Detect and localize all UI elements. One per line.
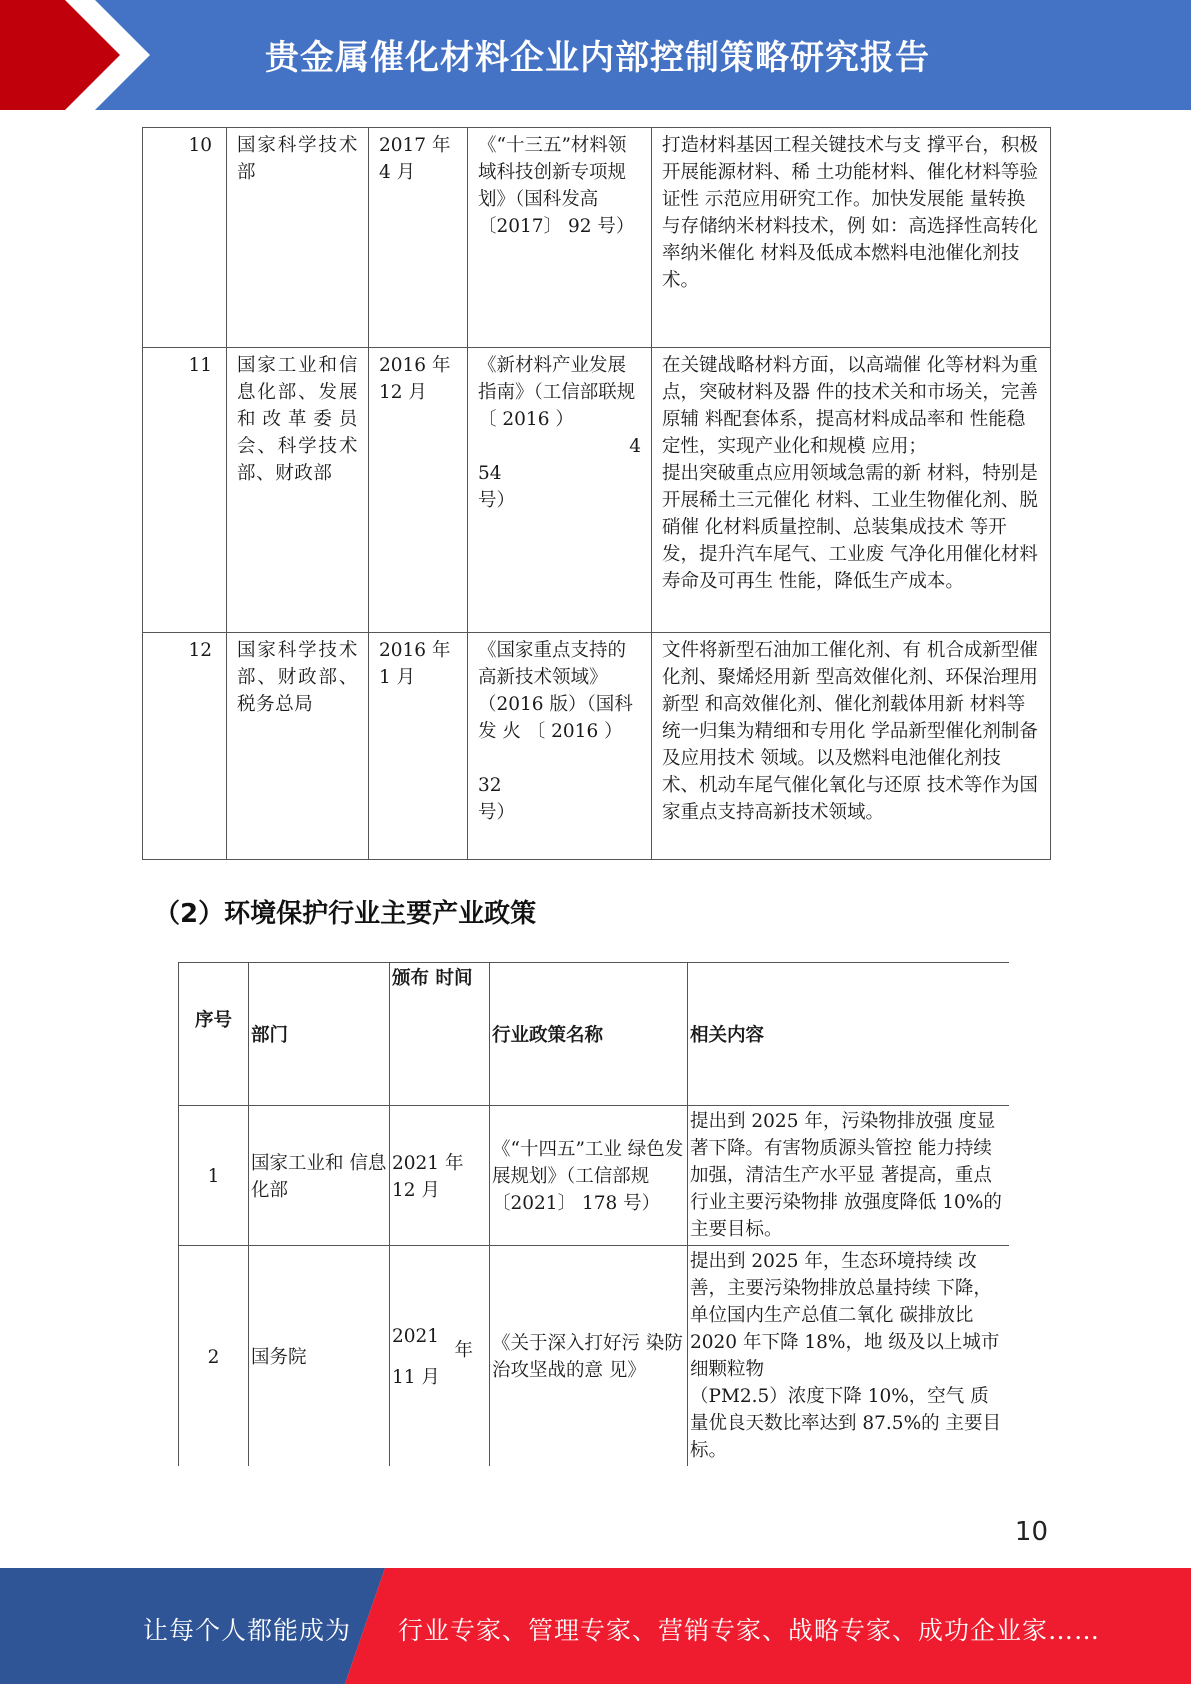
policy-name-cell: 《“十四五”工业 绿色发展规划》（工信部规〔2021〕 178 号） [490,1106,688,1246]
policy-name-line [478,745,641,772]
content-cell: 文件将新型石油加工催化剂、有 机合成新型催化剂、聚烯烃用新 型高效催化剂、环保治理用新型 和高效催化剂、催化剂载体用新 材料等统一归集为精细和专用化 学品新型催化剂制备及应用技术 领域。以及燃料电池催化剂技 术、机动车尾气催化氧化与还原 技术等作为国家重点支持高新技术领域。 [652,633,1051,860]
date-year-suffix: 年 [454,1340,473,1361]
row-number: 2 [179,1246,249,1467]
date-cell: 2017 年 4 月 [369,128,468,348]
policy-name-line: 《国家重点支持的高新技术领域》（2016 版）（国科发 火 〔 2016 ） [478,640,633,742]
header-chevron-decoration [0,0,300,110]
date-cell [390,1246,490,1467]
row-number: 10 [143,128,227,348]
section-heading: （2）环境保护行业主要产业政策 [154,899,537,929]
row-number: 1 [179,1106,249,1246]
header-date: 颁布 时间 [390,963,490,1106]
content-cell: 打造材料基因工程关键技术与支 撑平台，积极开展能源材料、稀 土功能材料、催化材料等验证性 示范应用研究工作。加快发展能 量转换与存储纳米材料技术，例 如：高选择性高转化率纳米催化 材料及低成本燃料电池催化剂技 术。 [652,128,1051,348]
policy-name-cell [468,348,652,633]
header-number-text: 序号 [194,1010,232,1031]
report-title: 贵金属催化材料企业内部控制策略研究报告 [265,38,930,78]
content-cell [652,348,1051,633]
header-content: 相关内容 [688,963,1009,1106]
environment-policy-table [178,962,1009,1466]
row-number: 11 [143,348,227,633]
material-policy-table [142,127,1051,860]
policy-name-line: 号） [478,802,516,823]
policy-name-cell: 《“十三五”材料领域科技创新专项规划》（国科发高〔2017〕 92 号） [468,128,652,348]
header-policy-name: 行业政策名称 [490,963,688,1106]
page-number: 10 [1014,1517,1048,1547]
header-department: 部门 [249,963,390,1106]
content-paragraph: （PM2.5）浓度下降 10%，空气 质量优良天数比率达到 87.5%的 主要目标。 [690,1386,1002,1461]
policy-name-line: 54 [478,463,502,484]
date-cell: 2016 年 12 月 [369,348,468,633]
row-number: 12 [143,633,227,860]
footer-slogan-right: 行业专家、管理专家、营销专家、战略专家、成功企业家…… [398,1616,1101,1645]
date-cell: 2021 年 12 月 [390,1106,490,1246]
content-paragraph: 在关键战略材料方面，以高端催 化等材料为重点，突破材料及器 件的技术关和市场关，完善原辅 料配套体系，提高材料成品率和 性能稳定性，实现产业化和规模 应用； [662,355,1038,457]
content-paragraph: 提出突破重点应用领域急需的新 材料，特别是开展稀土三元催化 材料、工业生物催化剂、脱硝催 化材料质量控制、总装集成技术 等开发，提升汽车尾气、工业废 气净化用催化材料寿命及可再生 性能，降低生产成本。 [662,463,1038,592]
department-cell: 国家工业和 信息化部 [249,1106,390,1246]
policy-name-line: 32 [478,775,502,796]
page-header [0,0,1191,110]
table-row [179,1106,1009,1246]
department-cell: 国家科学技术部 [227,128,369,348]
policy-name-line: 4 [629,436,641,457]
date-month: 11 月 [392,1367,440,1388]
date-year: 2021 [392,1326,440,1347]
department-cell: 国务院 [249,1246,390,1467]
policy-name-cell [468,633,652,860]
department-cell: 国家科学技术部、财政部、税务总局 [227,633,369,860]
content-cell [688,1246,1009,1467]
table-row [143,348,1051,633]
policy-name-cell: 《关于深入打好污 染防治攻坚战的意 见》 [490,1246,688,1467]
date-line [392,1323,487,1364]
table-row [179,1246,1009,1467]
policy-name-line: 《新材料产业发展指南》（工信部联规 〔 2016 ） [478,355,636,430]
table-row [143,128,1051,348]
content-paragraph: 提出到 2025 年，生态环境持续 改善，主要污染物排放总量持续 下降，单位国内生产总值二氧化 碳排放比 2020 年下降 18%，地 级及以上城市细颗粒物 [690,1251,1000,1380]
content-cell: 提出到 2025 年，污染物排放强 度显著下降。有害物质源头管控 能力持续加强，清洁生产水平显 著提高，重点行业主要污染物排 放强度降低 10%的主要目标。 [688,1106,1009,1246]
page-footer [0,1568,1191,1684]
footer-slogan-left: 让每个人都能成为 [143,1616,352,1645]
date-cell: 2016 年 1 月 [369,633,468,860]
table-header-row [179,963,1009,1106]
department-cell: 国家工业和信息化部、发展和改革委员会、科学技术部、财政部 [227,348,369,633]
header-number [179,963,249,1106]
table-row [143,633,1051,860]
content-clip [662,352,1040,628]
policy-name-line: 号） [478,490,516,511]
